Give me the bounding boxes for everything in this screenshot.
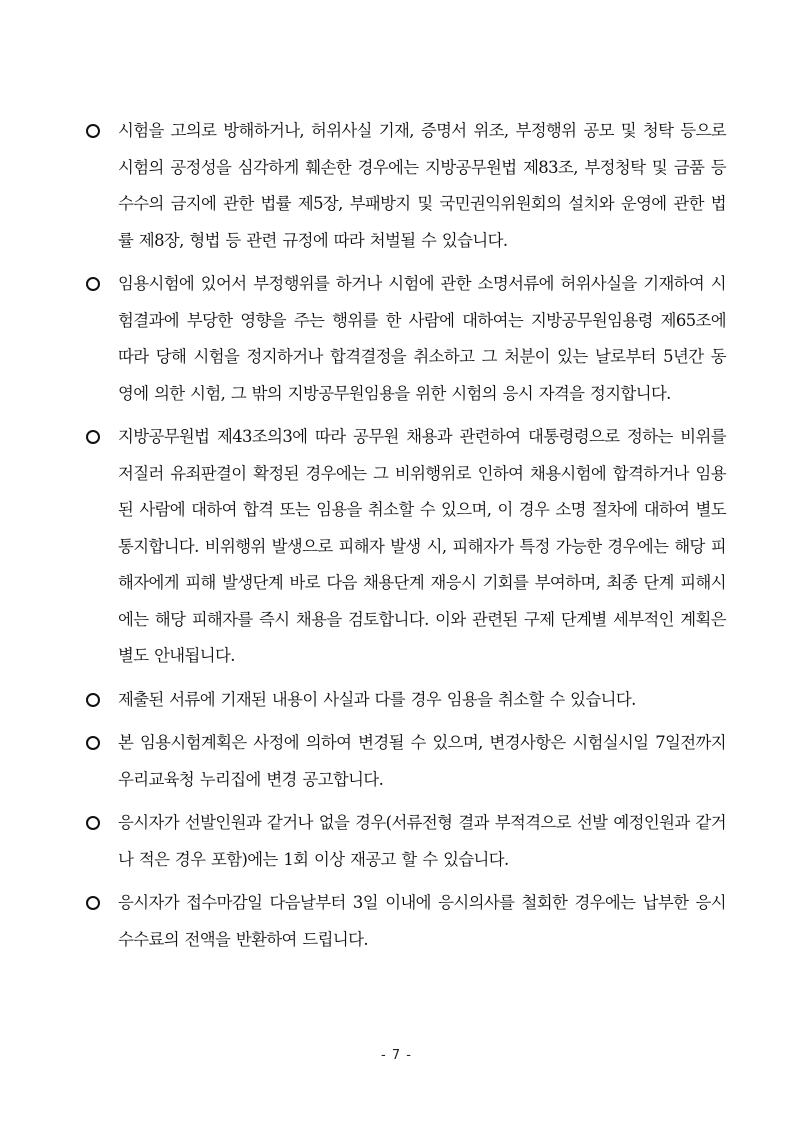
circle-bullet-icon [86,277,100,291]
notice-item-cheating-penalty [86,113,726,259]
circle-bullet-icon [86,430,100,444]
notice-text: 응시자가 선발인원과 같거나 없을 경우(서류전형 결과 부적격으로 선발 예정인원과 같거나 적은 경우 포함)에는 1회 이상 재공고 할 수 있습니다. [118,813,726,869]
page-number: - 7 - [381,1048,412,1063]
circle-bullet-icon [86,736,100,750]
notice-item-hiring-misconduct [86,419,726,675]
notice-text: 지방공무원법 제43조의3에 따라 공무원 채용과 관련하여 대통령령으로 정하는 비위를 저질러 유죄판결이 확정된 경우에는 그 비위행위로 인하여 채용시험에 합격하거나 임용된 사람에 대하여 합격 또는 임용을 취소할 수 있으며, 이 경우 소명 절차에 대하여 별도 통지합니다. 비위행위 발생으로 피해자 발생 시, 피해자가 특정 가능한 경우에는 해당 피해자에게 피해 발생단계 바로 다음 채용단계 재응시 기회를 부여하며, 최종 단계 피해시에는 해당 피해자를 즉시 채용을 검토합니다. 이와 관련된 구제 단계별 세부적인 계획은 별도 안내됩니다. [118,427,726,665]
notice-item-re-announcement [86,805,726,878]
circle-bullet-icon [86,124,100,138]
notice-item-plan-change [86,725,726,798]
circle-bullet-icon [86,693,100,707]
notice-text: 임용시험에 있어서 부정행위를 하거나 시험에 관한 소명서류에 허위사실을 기재하여 시험결과에 부당한 영향을 주는 행위를 한 사람에 대하여는 지방공무원임용령 제65조에 따라 당해 시험을 정지하거나 합격결정을 취소하고 그 처분이 있는 날로부터 5년간 동 영에 의한 시험, 그 밖의 지방공무원임용을 위한 시험의 응시 자격을 정지합니다. [118,274,726,403]
circle-bullet-icon [86,896,100,910]
notice-item-fee-refund [86,885,726,958]
notice-item-false-document [86,266,726,412]
notice-text: 제출된 서류에 기재된 내용이 사실과 다를 경우 임용을 취소할 수 있습니다. [118,689,636,709]
circle-bullet-icon [86,816,100,830]
notice-item-document-mismatch [86,682,726,719]
notice-text: 시험을 고의로 방해하거나, 허위사실 기재, 증명서 위조, 부정행위 공모 및 청탁 등으로 시험의 공정성을 심각하게 훼손한 경우에는 지방공무원법 제83조, 부정청탁 및 금품 등 수수의 금지에 관한 법률 제5장, 부패방지 및 국민권익위원회의 설치와 운영에 관한 법률 제8장, 형법 등 관련 규정에 따라 처벌될 수 있습니다. [118,121,726,250]
notice-text: 응시자가 접수마감일 다음날부터 3일 이내에 응시의사를 철회한 경우에는 납부한 응시수수료의 전액을 반환하여 드립니다. [118,893,726,949]
notice-text: 본 임용시험계획은 사정에 의하여 변경될 수 있으며, 변경사항은 시험실시일 7일전까지 우리교육청 누리집에 변경 공고합니다. [118,733,726,789]
notice-list [86,113,726,965]
